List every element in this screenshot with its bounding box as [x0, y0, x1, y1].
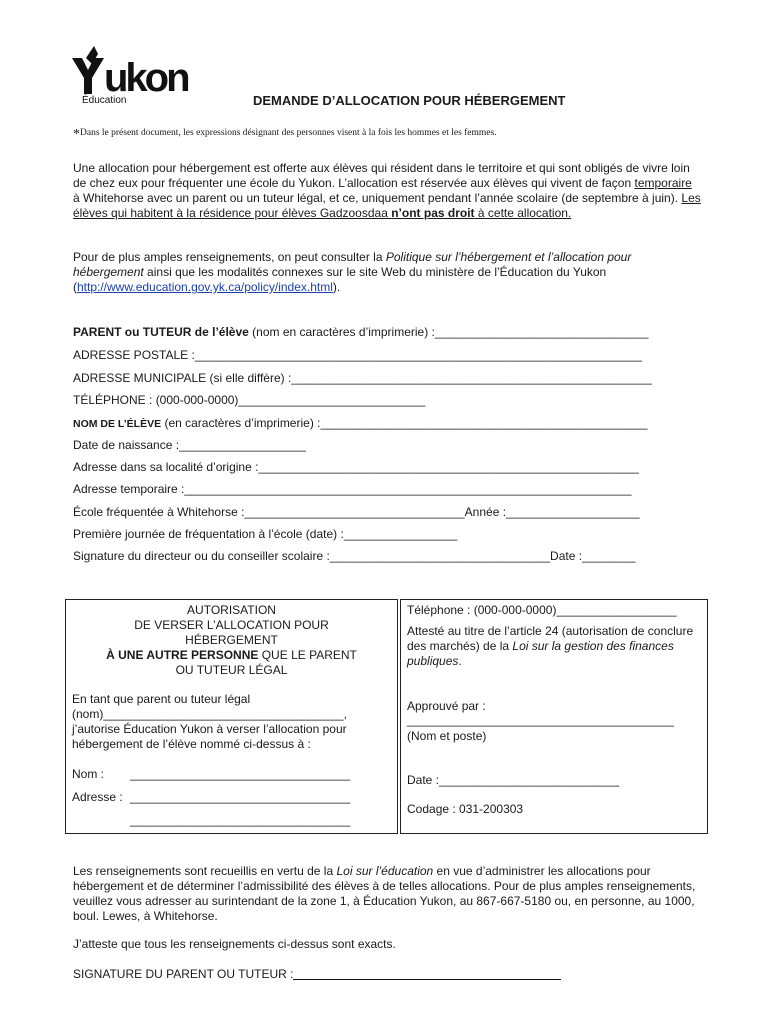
parent-signature-field[interactable]: SIGNATURE DU PARENT OU TUTEUR :	[73, 967, 561, 981]
temporary-address-field[interactable]: Adresse temporaire :___________________________________________________________________	[73, 482, 632, 496]
privacy-paragraph: Les renseignements sont recueillis en vertu de la Loi sur l’éducation en vue d’administrer les allocations pour hébergement et de déterminer l’admissibilité des élèves à de telles allocations. Pour de plus amples renseignements, veuillez vous adresser au surintendant de la zone 1, à Éducation Yukon, au 867-667-5180 ou, en personne, au 1000, boul. Lewes, à Whitehorse.	[73, 864, 696, 923]
municipal-address-field[interactable]: ADRESSE MUNICIPALE (si elle diffère) :______________________________________________________	[73, 371, 652, 385]
logo-subtitle: Éducation	[82, 95, 127, 106]
approved-by-field[interactable]: ________________________________________	[407, 713, 674, 727]
student-name-field[interactable]: NOM DE L’ÉLÈVE (en caractères d’imprimerie) :_________________________________________________	[73, 416, 648, 430]
coding-text: Codage : 031-200303	[407, 802, 524, 816]
payee-address-label: Adresse :	[72, 790, 123, 804]
yukon-logo	[68, 44, 193, 108]
first-day-field[interactable]: Première journée de fréquentation à l’école (date) :_________________	[73, 527, 458, 541]
school-year-field[interactable]: École fréquentée à Whitehorse :_________________________________Année :____________________	[73, 505, 640, 519]
mailing-address-field[interactable]: ADRESSE POSTALE :___________________________________________________________________	[73, 348, 642, 362]
approved-by-label: Approuvé par :	[407, 699, 486, 713]
page-title: DEMANDE D’ALLOCATION POUR HÉBERGEMENT	[253, 93, 566, 108]
authorization-heading: AUTORISATION DE VERSER L’ALLOCATION POUR HÉBERGEMENT À UNE AUTRE PERSONNE QUE LE PARENT OU TUTEUR LÉGAL	[106, 603, 357, 677]
payee-address-field[interactable]: _________________________________	[130, 790, 351, 804]
home-community-address-field[interactable]: Adresse dans sa localité d’origine :_________________________________________________________	[73, 460, 639, 474]
approval-box	[400, 599, 708, 834]
telephone-field[interactable]: TÉLÉPHONE : (000-000-0000)____________________________	[73, 393, 426, 407]
name-and-position-label: (Nom et poste)	[407, 729, 487, 743]
intro-paragraph: Une allocation pour hébergement est offerte aux élèves qui résident dans le territoire et qui sont obligés de vivre loin de chez eux pour fréquenter une école du Yukon. L’allocation est réservée aux élèves qui vivent de façon temporaire à Whitehorse avec un parent ou un tuteur légal, et ce, uniquement pendant l’année scolaire (de septembre à juin). Les élèves qui habitent à la résidence pour élèves Gadzoosdaa n’ont pas droit à cette allocation.	[73, 161, 701, 220]
policy-paragraph: Pour de plus amples renseignements, on peut consulter la Politique sur l’hébergement et l’allocation pour hébergement ainsi que les modalités connexes sur le site Web du ministère de l’Éducation du Yukon (http://www.education.gov.yk.ca/policy/index.html).	[73, 250, 632, 294]
payee-name-field[interactable]: _________________________________	[130, 767, 351, 781]
signature-line[interactable]	[293, 967, 561, 980]
approval-date-field[interactable]: Date :___________________________	[407, 773, 620, 787]
birth-date-field[interactable]: Date de naissance :___________________	[73, 438, 306, 452]
authorization-box	[65, 599, 398, 834]
payee-name-label: Nom :	[72, 767, 105, 781]
inclusive-language-note: *Dans le présent document, les expressions désignant des personnes visent à la fois les hommes et les femmes.	[73, 127, 497, 142]
logo-wordmark: ukon	[104, 56, 188, 100]
authorizing-parent-name-field[interactable]: (nom)____________________________________,	[72, 707, 347, 721]
policy-link[interactable]: http://www.education.gov.yk.ca/policy/index.html	[77, 280, 333, 294]
payee-address-field-2[interactable]: _________________________________	[130, 813, 351, 827]
authorization-text: En tant que parent ou tuteur légal (nom)____________________________________, j’autorise Éducation Yukon à verser l’allocation pour hébergement de l’élève nommé ci-dessus à :	[72, 692, 392, 752]
parent-name-field[interactable]: PARENT ou TUTEUR de l’élève (nom en caractères d’imprimerie) :________________________________	[73, 325, 649, 339]
attestation-statement: J’atteste que tous les renseignements ci-dessus sont exacts.	[73, 937, 396, 951]
principal-signature-field[interactable]: Signature du directeur ou du conseiller scolaire :_________________________________Date :________	[73, 549, 636, 563]
approval-telephone-field[interactable]: Téléphone : (000-000-0000)__________________	[407, 603, 677, 617]
attestation-text: Attesté au titre de l’article 24 (autorisation de conclure des marchés) de la Loi sur la gestion des finances publiques.	[407, 624, 694, 668]
